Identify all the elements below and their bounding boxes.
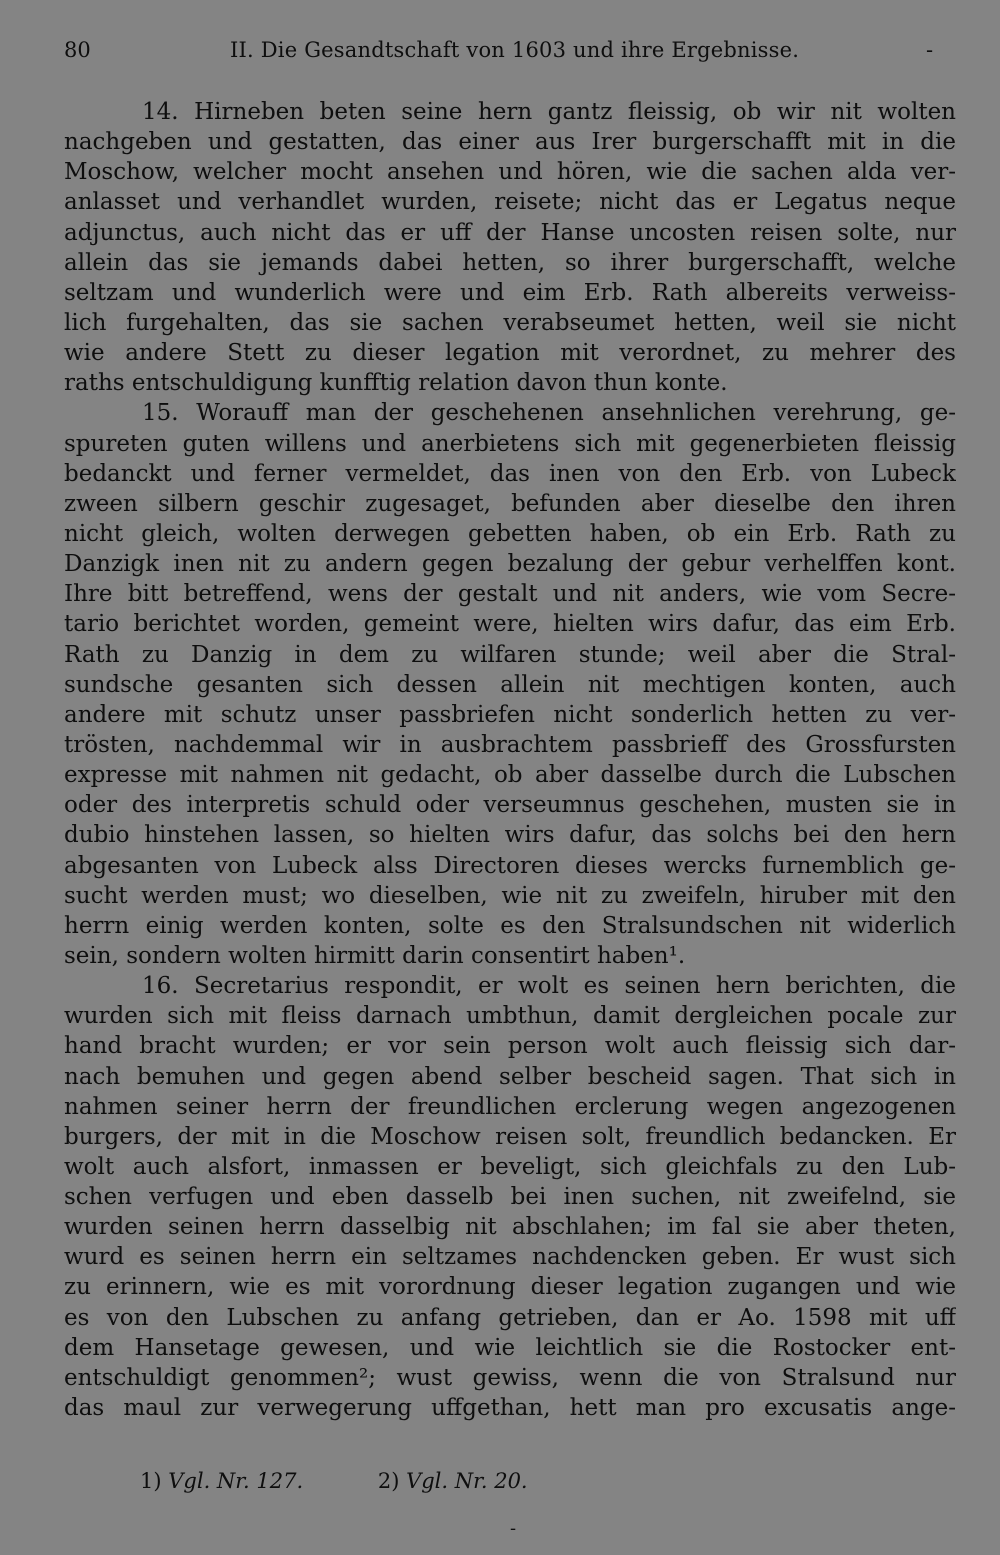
chapter-title: II. Die Gesandtschaft von 1603 und ihre Ergebnisse.: [230, 38, 800, 62]
footnotes: [140, 1466, 528, 1496]
text-line: abgesanten von Lubeck alss Directoren dieses wercks furnemblich ge-: [64, 852, 956, 879]
text-line: Danzigk inen nit zu andern gegen bezalung der gebur verhelffen kont.: [64, 551, 956, 578]
text-line: entschuldigt genommen²; wust gewiss, wenn die von Stralsund nur: [64, 1364, 956, 1391]
footnote-2: [378, 1466, 528, 1496]
text-line: wurd es seinen herrn ein seltzames nachdencken geben. Er wust sich: [64, 1244, 956, 1271]
text-line: trösten, nachdemmal wir in ausbrachtem passbrieff des Grossfursten: [64, 731, 956, 758]
text-line: zween silbern geschir zugesaget, befunden aber dieselbe den ihren: [64, 490, 956, 517]
text-line: seltzam und wunderlich were und eim Erb. Rath albereits verweiss-: [64, 279, 956, 306]
text-line: sein, sondern wolten hirmitt darin consentirt haben¹.: [64, 942, 686, 969]
text-line: 14. Hirneben beten seine hern gantz fleissig, ob wir nit wolten: [142, 99, 956, 125]
text-line: das maul zur verwegerung uffgethan, hett man pro excusatis ange-: [64, 1395, 956, 1422]
text-line: herrn einig werden konten, solte es den Stralsundschen nit widerlich: [64, 912, 956, 939]
text-line: wurden sich mit fleiss darnach umbthun, damit dergleichen pocale zur: [64, 1003, 956, 1030]
text-line: wurden seinen herrn dasselbig nit abschlahen; im fal sie aber theten,: [64, 1214, 956, 1241]
text-line: allein das sie jemands dabei hetten, so ihrer burgerschafft, welche: [64, 249, 956, 276]
footnote-number: 2): [377, 1469, 400, 1493]
text-line: zu erinnern, wie es mit vorordnung dieser legation zugangen und wie: [64, 1274, 956, 1301]
text-line: es von den Lubschen zu anfang getrieben, dan er Ao. 1598 mit uff: [64, 1304, 956, 1331]
text-line: adjunctus, auch nicht das er uff der Hanse uncosten reisen solte, nur: [64, 219, 956, 246]
text-line: bedanckt und ferner vermeldet, das inen von den Erb. von Lubeck: [64, 460, 956, 487]
text-line: raths entschuldigung kunfftig relation davon thun konte.: [64, 370, 728, 397]
text-line: nahmen seiner herrn der freundlichen erclerung wegen angezogenen: [64, 1093, 956, 1120]
text-line: expresse mit nahmen nit gedacht, ob aber dasselbe durch die Lubschen: [64, 762, 956, 789]
footer-dash: -: [510, 1518, 517, 1539]
page-number: 80: [64, 38, 91, 62]
text-line: wolt auch alsfort, inmassen er beveligt, sich gleichfals zu den Lub-: [64, 1153, 956, 1180]
text-line: 15. Worauff man der geschehenen ansehnlichen verehrung, ge-: [142, 400, 956, 427]
text-line: 16. Secretarius respondit, er wolt es seinen hern berichten, die: [142, 973, 956, 1000]
text-line: sucht werden must; wo dieselben, wie nit zu zweifeln, hiruber mit den: [64, 882, 956, 909]
text-line: nachgeben und gestatten, das einer aus Irer burgerschafft mit in die: [64, 129, 956, 156]
text-line: Moschow, welcher mocht ansehen und hören, wie die sachen alda ver-: [64, 159, 956, 186]
text-line: nach bemuhen und gegen abend selber bescheid sagen. That sich in: [64, 1063, 956, 1090]
text-line: burgers, der mit in die Moschow reisen solt, freundlich bedancken. Er: [64, 1123, 956, 1150]
body-text: [64, 97, 956, 1423]
text-line: sundsche gesanten sich dessen allein nit mechtigen konten, auch: [64, 671, 956, 698]
footnote-1: [140, 1466, 303, 1496]
text-line: andere mit schutz unser passbriefen nicht sonderlich hetten zu ver-: [64, 701, 956, 728]
footnote-reference: Vgl. Nr. 20.: [406, 1469, 528, 1493]
text-line: spureten guten willens und anerbietens sich mit gegenerbieten fleissig: [64, 430, 956, 457]
text-line: dem Hansetage gewesen, und wie leichtlich sie die Rostocker ent-: [64, 1334, 956, 1361]
text-line: tario berichtet worden, gemeint were, hielten wirs dafur, das eim Erb.: [64, 611, 956, 638]
footnote-number: 1): [140, 1469, 162, 1493]
text-line: lich furgehalten, das sie sachen verabseumet hetten, weil sie nicht: [64, 309, 956, 336]
text-line: Ihre bitt betreffend, wens der gestalt und nit anders, wie vom Secre-: [64, 581, 956, 608]
text-line: nicht gleich, wolten derwegen gebetten haben, ob ein Erb. Rath zu: [64, 520, 956, 547]
footnote-reference: Vgl. Nr. 127.: [168, 1469, 304, 1493]
text-line: wie andere Stett zu dieser legation mit verordnet, zu mehrer des: [64, 340, 956, 367]
text-line: hand bracht wurden; er vor sein person wolt auch fleissig sich dar-: [64, 1033, 956, 1060]
text-line: schen verfugen und eben dasselb bei inen suchen, nit zweifelnd, sie: [64, 1184, 956, 1211]
text-line: Rath zu Danzig in dem zu wilfaren stunde; weil aber die Stral-: [64, 641, 956, 668]
running-head: [64, 34, 944, 66]
text-line: oder des interpretis schuld oder verseumnus geschehen, musten sie in: [64, 792, 956, 819]
text-line: dubio hinstehen lassen, so hielten wirs dafur, das solchs bei den hern: [64, 822, 956, 849]
text-line: anlasset und verhandlet wurden, reisete; nicht das er Legatus neque: [64, 189, 956, 216]
header-dash: -: [926, 38, 934, 62]
